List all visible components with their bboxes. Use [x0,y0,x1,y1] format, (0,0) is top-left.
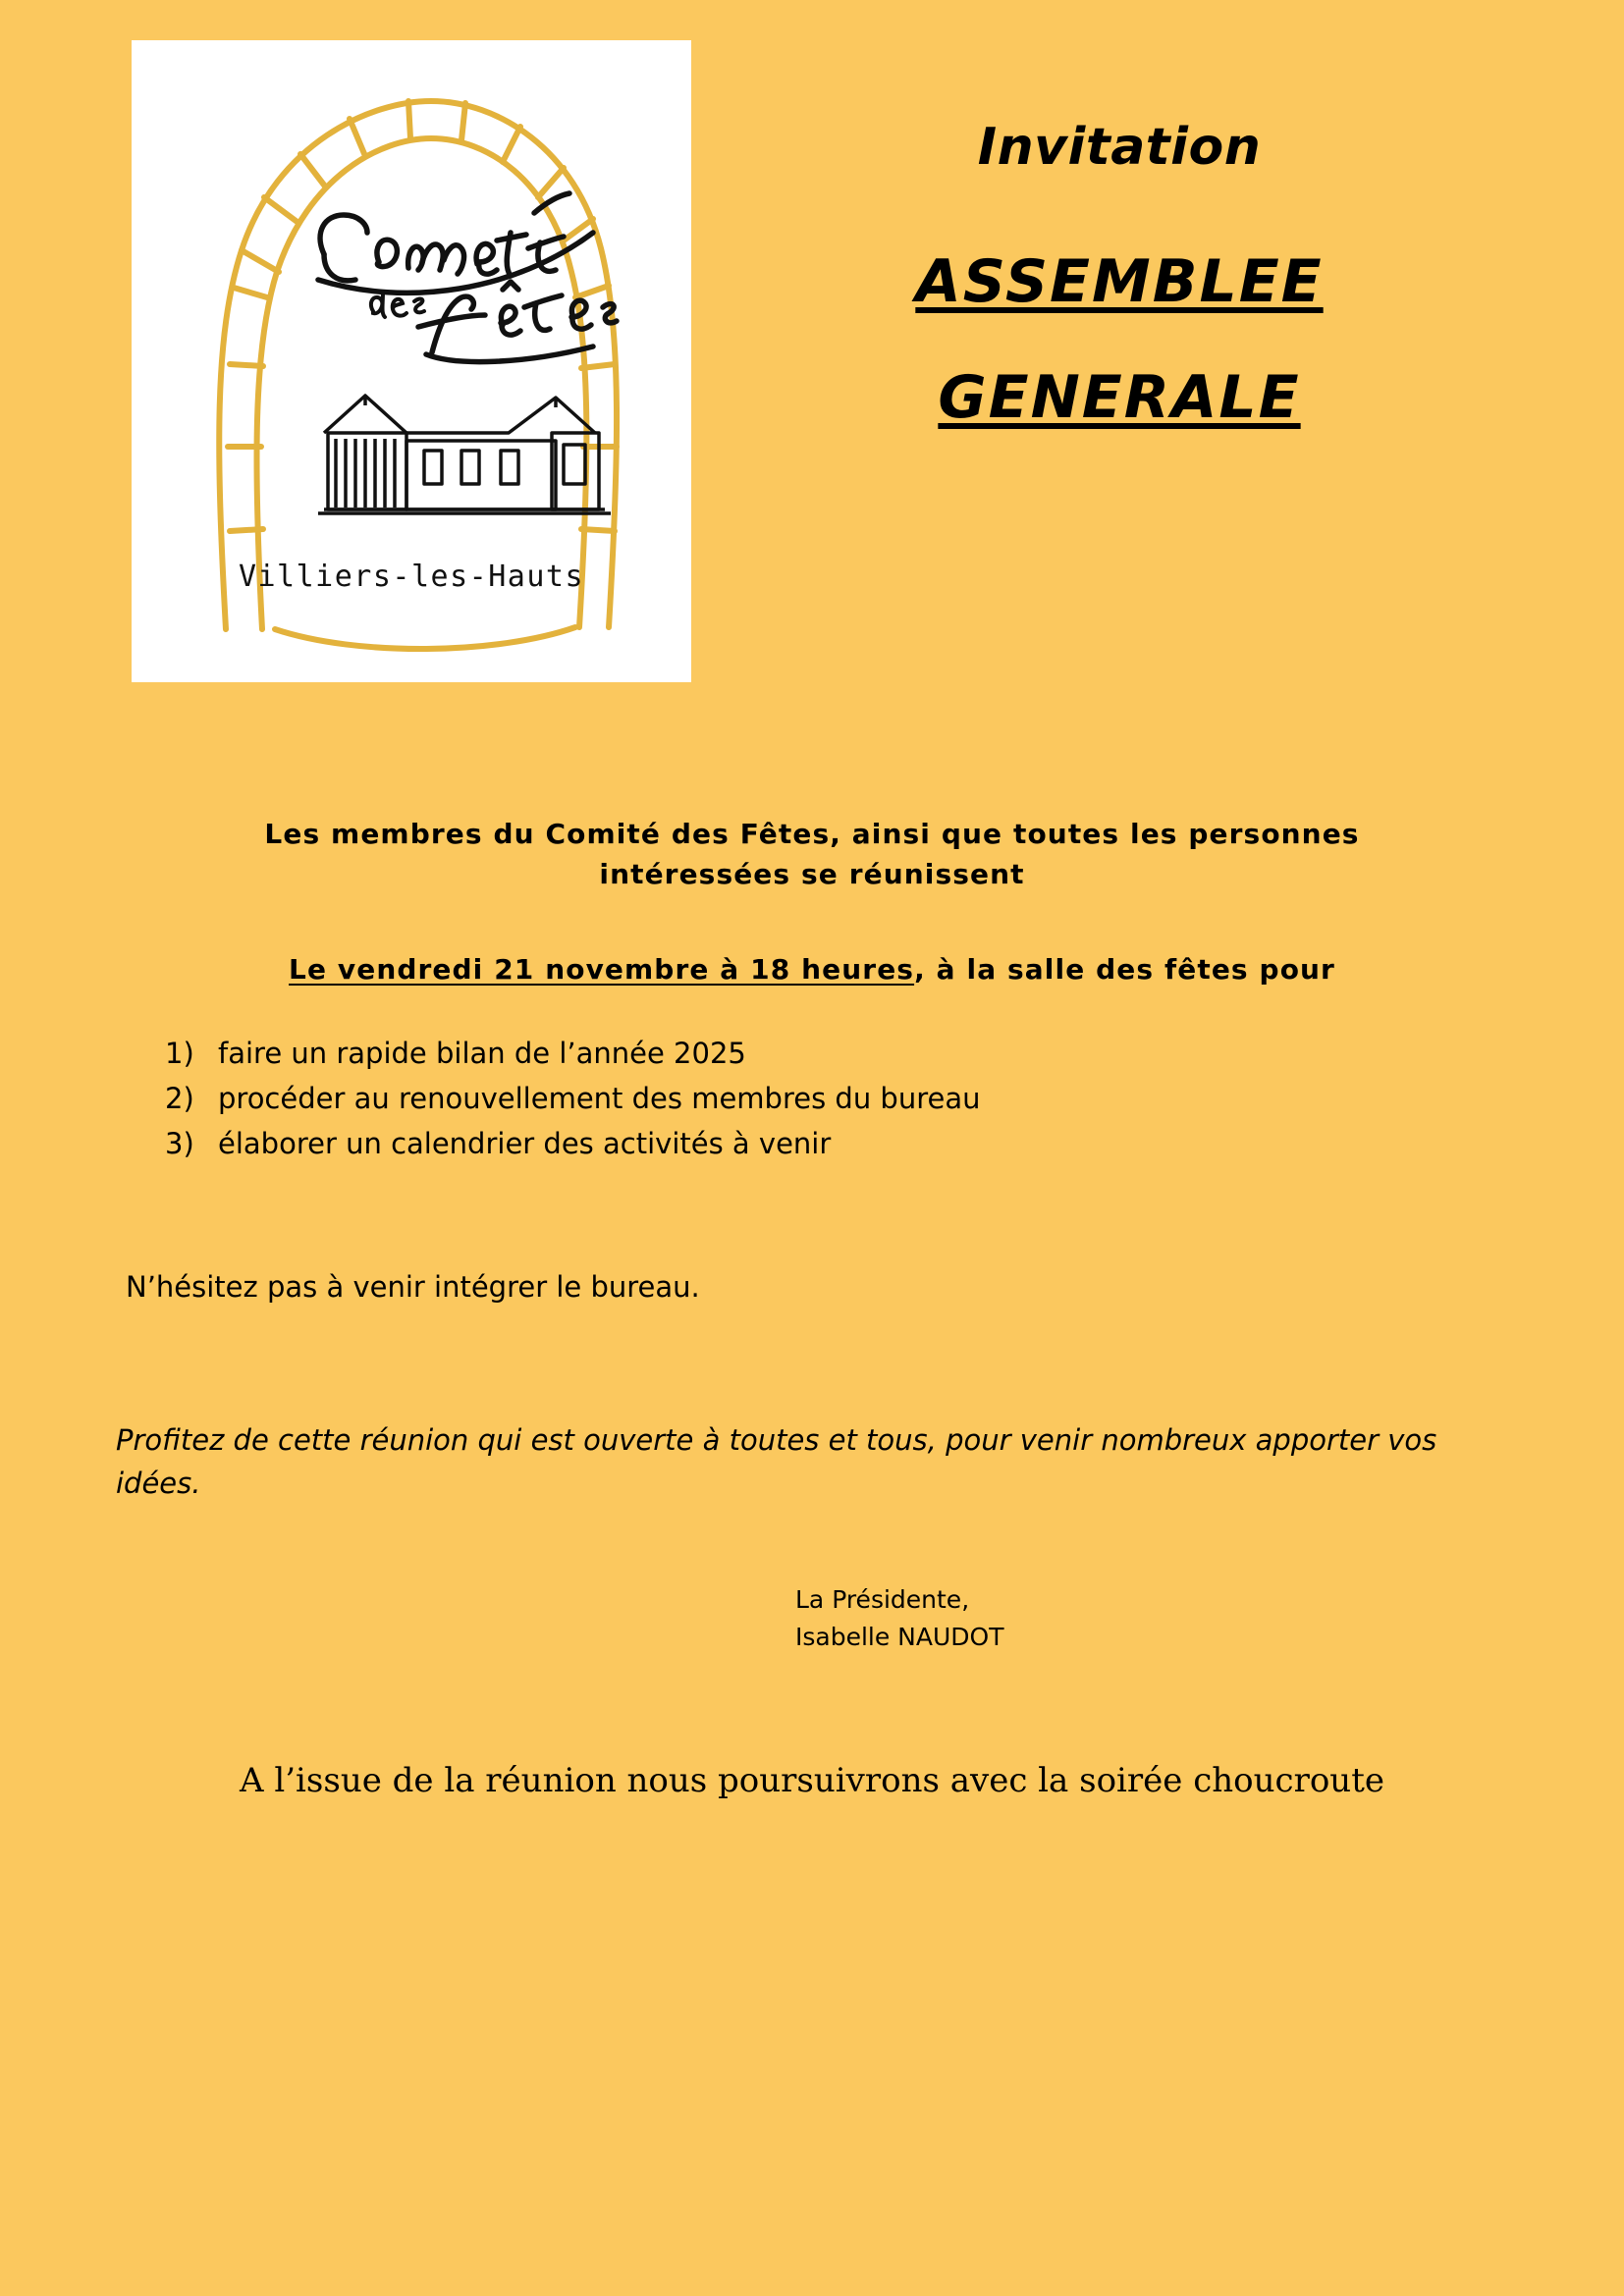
paragraph-join-bureau: N’hésitez pas à venir intégrer le bureau. [126,1270,700,1305]
paragraph-intro: Les membres du Comité des Fêtes, ainsi que toutes les personnes intéressées se réunissent [264,818,1360,890]
meeting-datetime: Le vendredi 21 novembre à 18 heures [289,953,915,987]
meeting-location: , à la salle des fêtes pour [914,953,1335,987]
list-item-number: 3) [165,1127,194,1161]
document-body [0,815,1624,1800]
list-item-number: 2) [165,1082,194,1116]
agenda-list [165,1033,1245,1164]
logo-illustration [132,40,691,682]
signature-role: La Présidente, [795,1585,970,1615]
page-title-invitation: Invitation [977,118,1262,177]
signature-name: Isabelle NAUDOT [795,1622,1004,1651]
list-item [165,1123,1245,1164]
list-item-label: faire un rapide bilan de l’année 2025 [218,1037,746,1071]
list-item-label: élaborer un calendrier des activités à venir [218,1127,832,1161]
signature-block [795,1581,1624,1655]
heading-block [727,118,1512,479]
page-title-generale: GENERALE [938,363,1301,432]
paragraph-profitez: Profitez de cette réunion qui est ouverte à toutes et tous, pour venir nombreux apporter vos idées. [116,1423,1437,1500]
paragraph-datetime [179,953,1445,986]
paragraph-footer: A l’issue de la réunion nous poursuivrons avec la soirée choucroute [240,1761,1384,1801]
logo-village-name: Villiers-les-Hauts [238,560,585,594]
page-title-assemblee: ASSEMBLEE [915,247,1324,316]
list-item-label: procéder au renouvellement des membres du bureau [218,1082,981,1116]
list-item [165,1033,1245,1074]
list-item-number: 1) [165,1037,194,1071]
list-item [165,1078,1245,1119]
logo-svg [132,40,691,682]
logo-card [132,40,691,682]
